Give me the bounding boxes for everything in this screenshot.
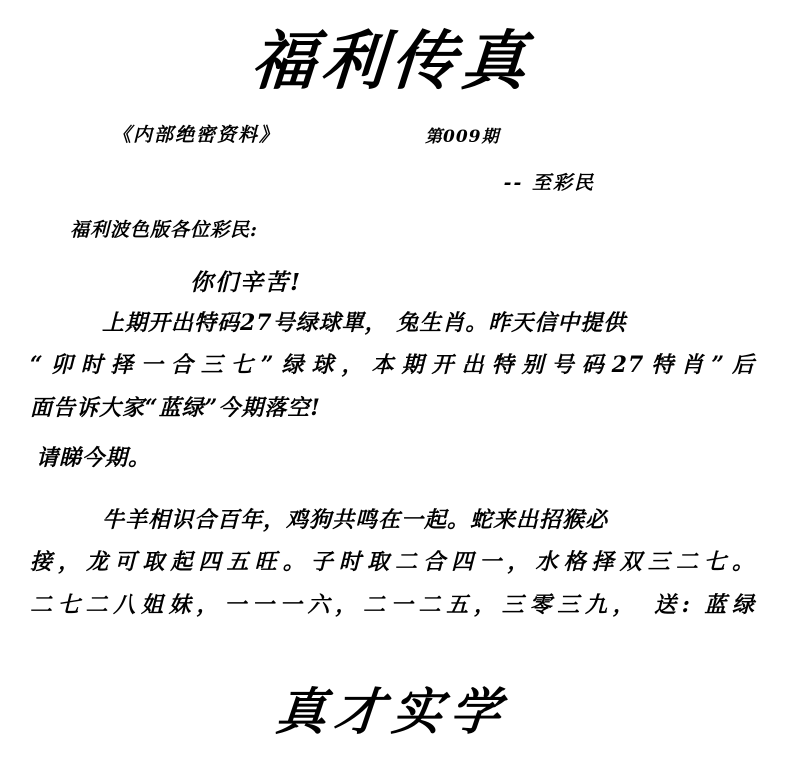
addressee-label: -- 至彩民 — [503, 172, 595, 194]
document-body — [0, 215, 785, 623]
subheader-row — [0, 120, 785, 154]
body-paragraph-2: “卯时择一合三七”绿球，本期开出特别号码27特肖”后 — [30, 352, 755, 379]
body-paragraph-3: 面告诉大家“蓝绿”今期落空! — [30, 394, 321, 421]
secret-material-label: 《内部绝密资料》 — [112, 124, 281, 146]
forecast-line-3: 二七二八姐妹，一一一六，二一二五，三零三九， 送: 蓝绿 — [30, 591, 755, 618]
body-paragraph-1: 上期开出特码27号绿球單， 兔生肖。昨天信中提供 — [102, 310, 627, 336]
salutation-text: 福利波色版各位彩民: — [70, 219, 259, 241]
page-title: 福利传真 — [248, 24, 535, 99]
body-spacer — [30, 476, 755, 494]
greeting-text: 你们辛苦! — [190, 269, 303, 296]
forecast-line-1: 牛羊相识合百年，鸡狗共鸣在一起。蛇来出招猴必 — [102, 507, 609, 534]
footer-slogan: 真才实学 — [273, 682, 511, 741]
body-paragraph-4: 请睇今期。 — [36, 444, 152, 471]
forecast-line-2: 接，龙可取起四五旺。子时取二合四一，水格择双三二七。 — [30, 549, 755, 576]
issue-number-label: 第009期 — [425, 127, 500, 147]
